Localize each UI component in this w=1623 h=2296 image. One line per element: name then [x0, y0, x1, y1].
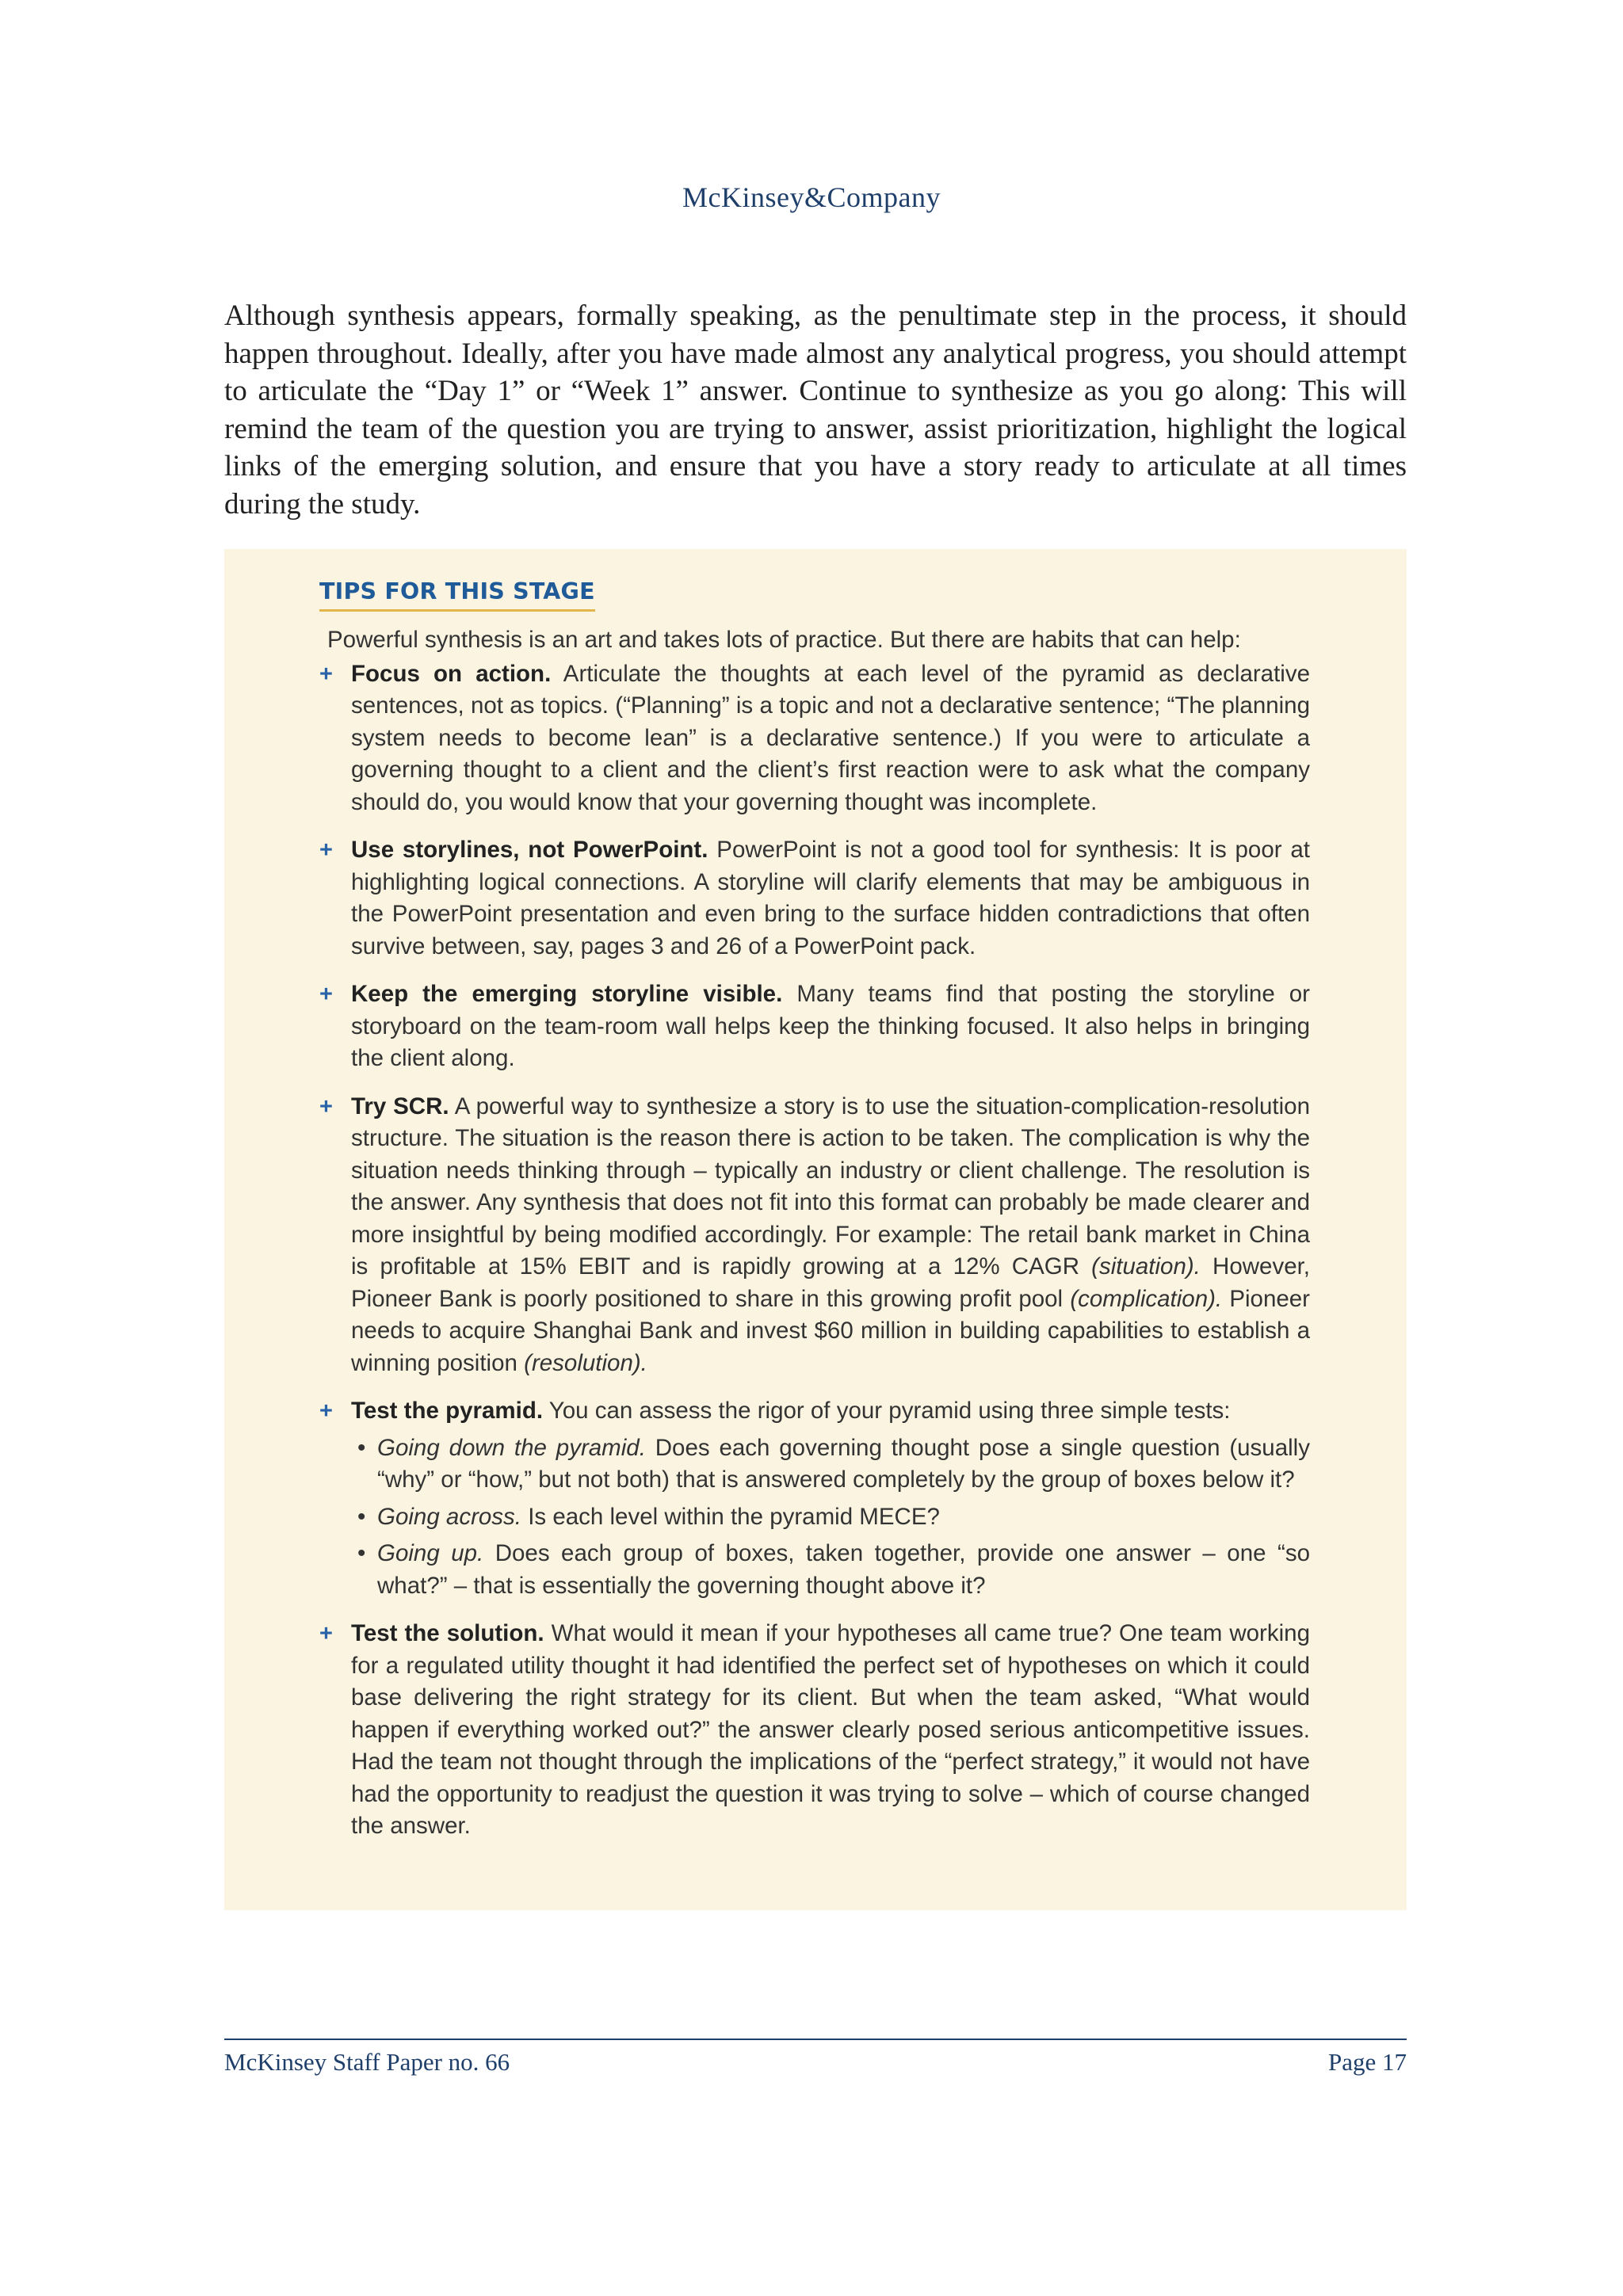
tip-test-solution: [319, 1618, 1310, 1843]
tip-use-storylines: [319, 834, 1310, 963]
sub-emphasis: Going across.: [377, 1503, 521, 1530]
sub-emphasis: Going up.: [377, 1540, 484, 1566]
sub-text: Does each group of boxes, taken together, provide one answer – one “so what?” – that is essentially the governing thought above it?: [377, 1540, 1310, 1599]
plus-icon: +: [319, 982, 333, 1007]
sub-emphasis: Going down the pyramid.: [377, 1434, 646, 1461]
sub-item: [351, 1432, 1310, 1497]
tip-emphasis: (resolution).: [524, 1349, 647, 1376]
tip-focus-on-action: [319, 658, 1310, 819]
dot-icon: •: [357, 1503, 366, 1530]
tip-text: Pioneer needs to acquire Shanghai Bank and invest $60 million in building capabilities to establish a winning position: [351, 1285, 1310, 1376]
plus-icon: +: [319, 837, 333, 863]
tip-text: However, Pioneer Bank is poorly positioned to share in this growing profit pool: [351, 1253, 1310, 1312]
tip-lead: Keep the emerging storyline visible.: [351, 981, 783, 1007]
tip-text: Many teams find that posting the storyline or storyboard on the team-room wall helps keep the thinking focused. It also helps in bringing the client along.: [351, 981, 1310, 1071]
tip-lead: Test the pyramid.: [351, 1398, 544, 1424]
tip-text: PowerPoint is not a good tool for synthesis: It is poor at highlighting logical connections. A storyline will clarify elements that may be ambiguous in the PowerPoint presentation and even bring to the surface hidden contradictions that often survive between, say, pages 3 and 26 of a PowerPoint pack.: [351, 837, 1310, 959]
footer-rule: [224, 2039, 1407, 2040]
tip-keep-storyline-visible: [319, 978, 1310, 1075]
tip-text: What would it mean if your hypotheses all came true? One team working for a regulated utility thought it had identified the perfect set of hypotheses on which it could base delivering the right strategy for its client. But when the team asked, “What would happen if everything worked out?” the answer clearly posed serious anticompetitive issues. Had the team not thought through the implications of the “perfect strategy,” it would not have had the opportunity to readjust the question it was trying to solve – which of course changed the answer.: [351, 1620, 1310, 1839]
plus-icon: +: [319, 1093, 333, 1119]
sub-text: Is each level within the pyramid MECE?: [521, 1503, 940, 1530]
tips-title: TIPS FOR THIS STAGE: [319, 578, 595, 612]
sub-item: [351, 1501, 1310, 1534]
footer-page-number: Page 17: [1327, 2048, 1407, 2076]
tips-content: [319, 624, 1310, 1859]
tip-text: A powerful way to synthesize a story is to use the situation-complication-resolution structure. The situation is the reason there is action to be taken. The complication is why the situation needs thinking through – typically an industry or client challenge. The resolution is the answer. Any synthesis that does not fit into this format can probably be made clearer and more insightful by being modified accordingly. For example: The retail bank market in China is profitable at 15% EBIT and is rapidly growing at a 12% CAGR: [351, 1093, 1310, 1280]
tip-text: Articulate the thoughts at each level of the pyramid as declarative sentences, not as topics. (“Planning” is a topic and not a declarative sentence; “The planning system needs to become lean” is a declarative sentence.) If you were to articulate a governing thought to a client and the client’s first reaction were to ask what the company should do, you would know that your governing thought was incomplete.: [351, 660, 1310, 815]
tip-emphasis: (situation).: [1091, 1253, 1201, 1280]
tip-emphasis: (complication).: [1070, 1285, 1223, 1312]
plus-icon: +: [319, 661, 333, 687]
plus-icon: +: [319, 1621, 333, 1646]
sub-text: Does each governing thought pose a single question (usually “why” or “how,” but not both) that is answered completely by the group of boxes below it?: [377, 1434, 1310, 1493]
tip-lead: Focus on action.: [351, 660, 552, 687]
dot-icon: •: [357, 1434, 366, 1461]
footer-paper-title: McKinsey Staff Paper no. 66: [224, 2048, 510, 2076]
tip-lead: Try SCR.: [351, 1093, 449, 1119]
brand-header: McKinsey&Company: [682, 181, 941, 213]
tip-test-pyramid: [319, 1395, 1310, 1602]
tip-lead: Test the solution.: [351, 1620, 544, 1646]
tip-text: You can assess the rigor of your pyramid using three simple tests:: [543, 1398, 1231, 1424]
tips-intro: Powerful synthesis is an art and takes lots of practice. But there are habits that can help:: [327, 627, 1241, 653]
intro-paragraph: Although synthesis appears, formally speaking, as the penultimate step in the process, it should happen throughout. Ideally, after you have made almost any analytical progress, you should attempt to articulate the “Day 1” or “Week 1” answer. Continue to synthesize as you go along: This will remind the team of the question you are trying to answer, assist prioritization, highlight the logical links of the emerging solution, and ensure that you have a story ready to articulate at all times during the study.: [224, 299, 1407, 521]
plus-icon: +: [319, 1398, 333, 1424]
dot-icon: •: [357, 1540, 366, 1566]
sub-item: [351, 1538, 1310, 1602]
tip-try-scr: [319, 1091, 1310, 1380]
tip-lead: Use storylines, not PowerPoint.: [351, 837, 708, 863]
tips-box: [224, 549, 1407, 1910]
